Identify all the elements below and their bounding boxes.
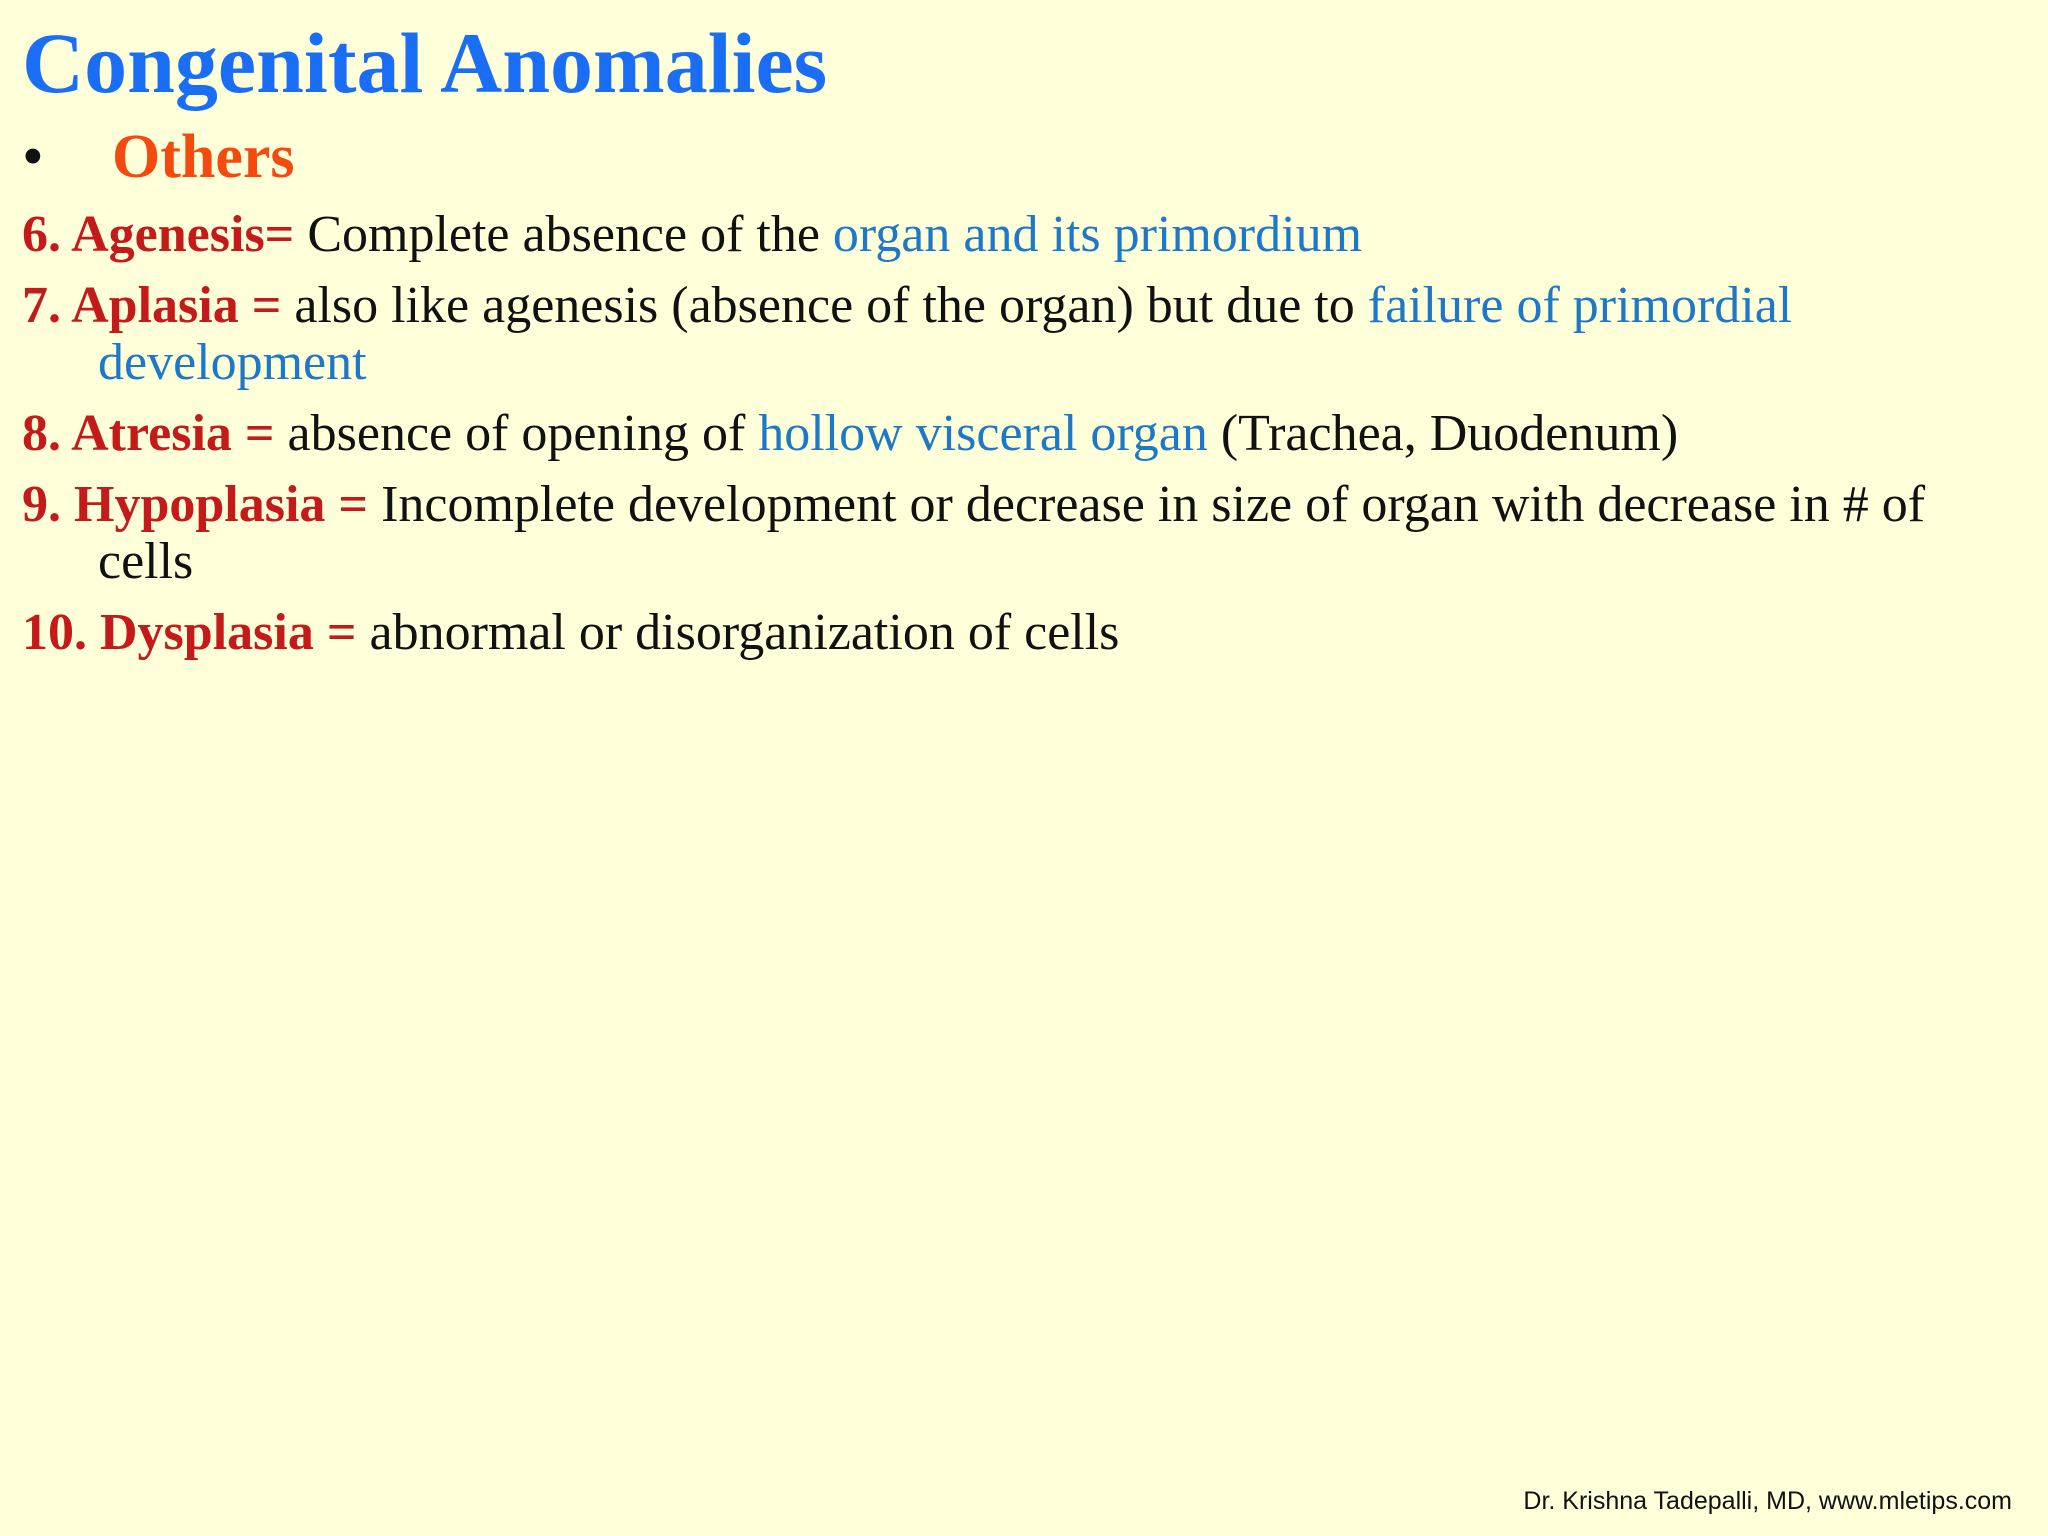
definition-text: absence of opening of [274, 405, 759, 462]
definition-term: 9. Hypoplasia = [22, 476, 369, 533]
definition-term: 6. Agenesis= [22, 206, 295, 263]
subheading [22, 120, 295, 194]
definition-highlight: hollow visceral organ [758, 405, 1208, 462]
definition-text: abnormal or disorganization of cells [356, 604, 1120, 661]
definition-text: (Trachea, Duodenum) [1207, 405, 1679, 462]
definition-text: Complete absence of the [294, 206, 833, 263]
definition-item [22, 476, 2022, 590]
slide-title: Congenital Anomalies [22, 15, 828, 111]
definition-text: also like agenesis (absence of the organ) but due to [281, 277, 1368, 334]
definition-term: 8. Atresia = [22, 405, 275, 462]
definition-item [22, 604, 2022, 661]
footer-credit: Dr. Krishna Tadepalli, MD, www.mletips.com [1523, 1487, 2012, 1515]
definition-highlight: failure of primordial development [98, 277, 1793, 391]
definition-term: 10. Dysplasia = [22, 604, 357, 661]
definition-list [22, 206, 2022, 675]
subheading-text: Others [112, 123, 295, 191]
definition-text: Incomplete development or decrease in size of organ with decrease in # of cells [98, 476, 1926, 590]
definition-item [22, 405, 2022, 462]
definition-item [22, 277, 2022, 391]
bullet-icon: • [22, 123, 44, 191]
definition-term: 7. Aplasia = [22, 277, 282, 334]
definition-highlight: organ and its primordium [832, 206, 1363, 263]
definition-item [22, 206, 2022, 263]
